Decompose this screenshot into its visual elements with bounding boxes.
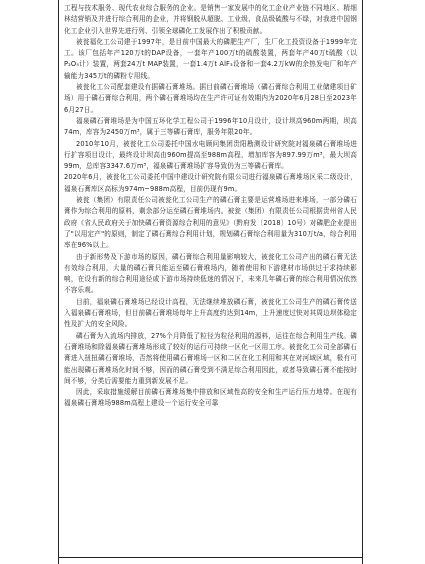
paragraph: 2020年6月，被瓮化工公司委托中国中建设计研究院有限公司进行福泉磷石膏堆场区采二级设计，福泉石膏库区高标为974m~988m高程，目前仍现有9m。	[64, 173, 357, 193]
paragraph: 被瓮化工公司配套建设有据磷石膏堆场。据目前磷石膏堆场（磷石膏综合利用工业储建项目矿场）用于磷石膏综合利用，两个磷石膏堆场均在生产许可证有效期内为2020年6月28日至2023年6月27日。	[64, 83, 357, 114]
paragraph: 被瓮福化工公司建于1997年，是目前中国最大的磷肥生产厂，生厂化工投资设备于1999年完工。该厂包括年产120万t的DAP设备，一套年产100万t的硫酸装置，两套年产40万t硫酸（以P₂O₅计）装置，两套24万t MAP装置，一套1.4万t AlF₃设备和一套4.2万kW的余热发电厂和年产输能力345万t的磷粉专用线。	[64, 37, 357, 80]
table-frame-bottom-border	[58, 557, 363, 558]
paragraph: 磷石膏为入流场内排放，27%个月降低了粒径为粒径利用的源料，运往在综合利用生产线。磷石膏堆场和除福泉磷石膏堆场形成了较好的运行可持续一区化一区用工序。被瓮化工公司全部磷石膏进入扭扭磷石膏堆场，否然将使用磷石膏堆场一区和二区在化工利用和其在对河域区域，极有可能出现磷石膏堆场化时间不够，因而的磷石膏受到不满足综合利用因此，或者导致磷石膏不能按时间不够，分类后需要能力重到新发展不足。	[64, 331, 357, 385]
paragraph: 因此，采取措施缓解目前磷石膏堆场集中排放和区域性高的安全和生产运行压力地带。在现有福泉磷石膏堆场988m高程上建设一个运行安全可靠	[64, 388, 357, 408]
paragraph: 福泉磷石膏堆场是为中国五环化学工程公司于1996年10月设计，设计坝高960m两期，坝高74m，库容为2450万m³，属于三等磷石膏库，服务年限20年。	[64, 116, 357, 137]
paragraph: 目前，福泉磷石膏堆场已经设计高程，无法继续堆放磷石膏，被瓮化工公司生产的磷石膏传送入福泉磷石膏堆场，但目前磷石膏堆场每年上升高度约达到14m，上升速度过快对其周边坝体稳定性及扩大的安全风险。	[64, 297, 357, 329]
paragraph: 2010年10月，被瓮化工公司委托中国水电顾问集团贵阳勘测设计研究院对福泉磷石膏堆场进行扩容项目设计，最终设计坝高由960m提高至988m高程，增加库容为897.99万m³，最大坝高99m，总库容3347.6万m³，福泉磷石膏堆场扩容导致仍为三等磷石膏库。	[64, 139, 357, 171]
paragraph: 被瓮（集团）有限责任公司被瓮化工公司生产的磷石膏主要是运营堆场进来堆场，一部分磷石膏作为综合利用的原料，剩余部分运至磷石膏堆场内。被瓮（集团）有限责任公司根据贵州省人民政府《省人民政府关于加快磷石膏资源综合利用的意见》（黔府发〔2018〕10号）对磷肥企业提出了"以用定产"的原则，制定了磷石膏综合利用计划，规划磷石膏综合利用量为310万t/a，综合利用率在96%以上。	[64, 196, 357, 250]
paragraph: 由于新形势及下游市场的原因，磷石膏综合利用量影响较大，被瓮化工公司产出的磷石膏无法有效综合利用，大量的磷石膏只能运至磷石膏堆场内，随着使用和下游建材市场供过于求持续影响，在设有新的综合利用途径或下游市场持续低迷的情况下，未来几年磷石膏的综合利用情况依然不容乐观。	[64, 252, 357, 295]
paragraph: 工程与技术服务、现代农业综合服务的企业。是销售一家发展中的化工企业产业链不同地区、精细林结营销及并进行综合利用的企业，并将钢脱从超脱、工业级、食品级硫酸与不绿，对我进中国钢化工企业引入世界先进行列、引领全球磷化工发展作出了积极贡献。	[64, 4, 357, 35]
document-body	[64, 3, 357, 555]
